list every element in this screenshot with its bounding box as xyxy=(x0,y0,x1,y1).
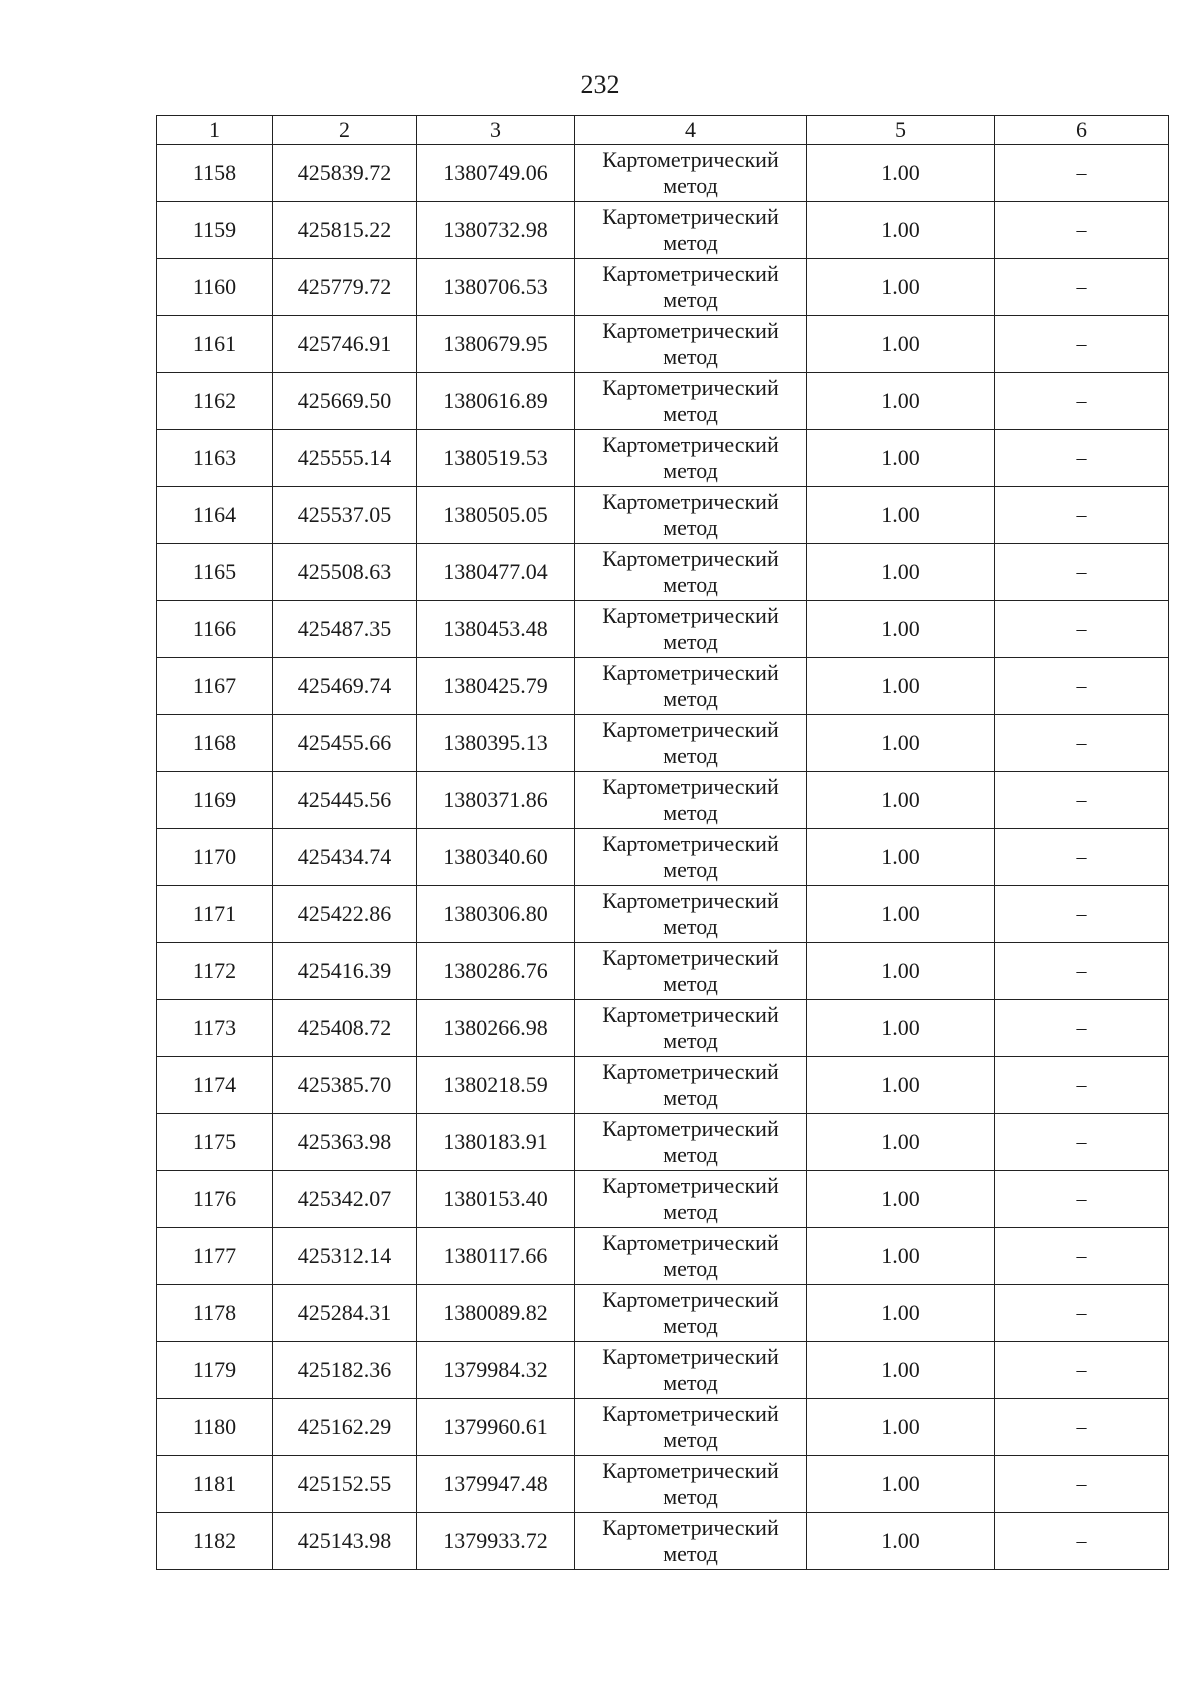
point-number-cell: 1159 xyxy=(157,202,273,259)
note-cell: – xyxy=(995,373,1169,430)
y-coordinate-cell: 1380286.76 xyxy=(417,943,575,1000)
x-coordinate-cell: 425143.98 xyxy=(273,1513,417,1570)
note-cell: – xyxy=(995,544,1169,601)
x-coordinate-cell: 425469.74 xyxy=(273,658,417,715)
y-coordinate-cell: 1380477.04 xyxy=(417,544,575,601)
precision-cell: 1.00 xyxy=(807,1342,995,1399)
y-coordinate-cell: 1380453.48 xyxy=(417,601,575,658)
point-number-cell: 1175 xyxy=(157,1114,273,1171)
y-coordinate-cell: 1379933.72 xyxy=(417,1513,575,1570)
method-cell xyxy=(575,1399,807,1456)
y-coordinate-cell: 1380371.86 xyxy=(417,772,575,829)
point-number-cell: 1176 xyxy=(157,1171,273,1228)
x-coordinate-cell: 425162.29 xyxy=(273,1399,417,1456)
table-row xyxy=(157,1285,1169,1342)
method-line: Картометрический xyxy=(602,204,779,229)
x-coordinate-cell: 425537.05 xyxy=(273,487,417,544)
point-number-cell: 1164 xyxy=(157,487,273,544)
method-line: Картометрический xyxy=(602,1173,779,1198)
method-cell xyxy=(575,772,807,829)
point-number-cell: 1163 xyxy=(157,430,273,487)
header-col-6: 6 xyxy=(995,116,1169,145)
method-line: метод xyxy=(663,1427,718,1452)
note-cell: – xyxy=(995,715,1169,772)
table-row xyxy=(157,1171,1169,1228)
method-line: метод xyxy=(663,515,718,540)
precision-cell: 1.00 xyxy=(807,1171,995,1228)
method-line: Картометрический xyxy=(602,432,779,457)
method-line: метод xyxy=(663,458,718,483)
point-number-cell: 1158 xyxy=(157,145,273,202)
x-coordinate-cell: 425746.91 xyxy=(273,316,417,373)
y-coordinate-cell: 1380505.05 xyxy=(417,487,575,544)
method-line: Картометрический xyxy=(602,831,779,856)
x-coordinate-cell: 425182.36 xyxy=(273,1342,417,1399)
method-cell xyxy=(575,1228,807,1285)
method-line: метод xyxy=(663,800,718,825)
note-cell: – xyxy=(995,886,1169,943)
table-row xyxy=(157,1114,1169,1171)
method-cell xyxy=(575,259,807,316)
method-cell xyxy=(575,316,807,373)
header-row xyxy=(157,116,1169,145)
method-line: метод xyxy=(663,914,718,939)
method-line: метод xyxy=(663,173,718,198)
x-coordinate-cell: 425779.72 xyxy=(273,259,417,316)
x-coordinate-cell: 425445.56 xyxy=(273,772,417,829)
y-coordinate-cell: 1380679.95 xyxy=(417,316,575,373)
method-line: Картометрический xyxy=(602,1116,779,1141)
point-number-cell: 1172 xyxy=(157,943,273,1000)
table-row xyxy=(157,430,1169,487)
x-coordinate-cell: 425385.70 xyxy=(273,1057,417,1114)
note-cell: – xyxy=(995,772,1169,829)
precision-cell: 1.00 xyxy=(807,829,995,886)
note-cell: – xyxy=(995,943,1169,1000)
note-cell: – xyxy=(995,1456,1169,1513)
method-cell xyxy=(575,1000,807,1057)
precision-cell: 1.00 xyxy=(807,1456,995,1513)
point-number-cell: 1165 xyxy=(157,544,273,601)
y-coordinate-cell: 1380732.98 xyxy=(417,202,575,259)
note-cell: – xyxy=(995,601,1169,658)
method-line: Картометрический xyxy=(602,1059,779,1084)
table-row xyxy=(157,316,1169,373)
point-number-cell: 1182 xyxy=(157,1513,273,1570)
method-line: Картометрический xyxy=(602,546,779,571)
y-coordinate-cell: 1380395.13 xyxy=(417,715,575,772)
y-coordinate-cell: 1380089.82 xyxy=(417,1285,575,1342)
method-line: Картометрический xyxy=(602,717,779,742)
note-cell: – xyxy=(995,1342,1169,1399)
table-row xyxy=(157,943,1169,1000)
method-line: метод xyxy=(663,1313,718,1338)
method-line: Картометрический xyxy=(602,375,779,400)
note-cell: – xyxy=(995,1513,1169,1570)
method-cell xyxy=(575,943,807,1000)
note-cell: – xyxy=(995,202,1169,259)
note-cell: – xyxy=(995,430,1169,487)
x-coordinate-cell: 425312.14 xyxy=(273,1228,417,1285)
x-coordinate-cell: 425555.14 xyxy=(273,430,417,487)
table-row xyxy=(157,373,1169,430)
precision-cell: 1.00 xyxy=(807,1399,995,1456)
method-cell xyxy=(575,886,807,943)
method-line: Картометрический xyxy=(602,1515,779,1540)
precision-cell: 1.00 xyxy=(807,259,995,316)
point-number-cell: 1177 xyxy=(157,1228,273,1285)
point-number-cell: 1170 xyxy=(157,829,273,886)
y-coordinate-cell: 1380306.80 xyxy=(417,886,575,943)
method-line: Картометрический xyxy=(602,147,779,172)
point-number-cell: 1181 xyxy=(157,1456,273,1513)
method-cell xyxy=(575,601,807,658)
table-row xyxy=(157,487,1169,544)
table-row xyxy=(157,202,1169,259)
table-row xyxy=(157,1342,1169,1399)
x-coordinate-cell: 425815.22 xyxy=(273,202,417,259)
precision-cell: 1.00 xyxy=(807,430,995,487)
x-coordinate-cell: 425669.50 xyxy=(273,373,417,430)
method-line: метод xyxy=(663,1028,718,1053)
method-line: метод xyxy=(663,1370,718,1395)
method-cell xyxy=(575,829,807,886)
point-number-cell: 1179 xyxy=(157,1342,273,1399)
header-col-2: 2 xyxy=(273,116,417,145)
method-line: метод xyxy=(663,686,718,711)
precision-cell: 1.00 xyxy=(807,1000,995,1057)
method-line: метод xyxy=(663,1541,718,1566)
note-cell: – xyxy=(995,1285,1169,1342)
point-number-cell: 1161 xyxy=(157,316,273,373)
method-line: метод xyxy=(663,572,718,597)
x-coordinate-cell: 425363.98 xyxy=(273,1114,417,1171)
y-coordinate-cell: 1380183.91 xyxy=(417,1114,575,1171)
point-number-cell: 1168 xyxy=(157,715,273,772)
table-row xyxy=(157,1057,1169,1114)
method-line: метод xyxy=(663,1085,718,1110)
table-body xyxy=(157,145,1169,1570)
method-cell xyxy=(575,430,807,487)
point-number-cell: 1178 xyxy=(157,1285,273,1342)
precision-cell: 1.00 xyxy=(807,202,995,259)
y-coordinate-cell: 1380153.40 xyxy=(417,1171,575,1228)
precision-cell: 1.00 xyxy=(807,886,995,943)
method-line: метод xyxy=(663,1484,718,1509)
note-cell: – xyxy=(995,145,1169,202)
note-cell: – xyxy=(995,1057,1169,1114)
method-line: метод xyxy=(663,629,718,654)
precision-cell: 1.00 xyxy=(807,601,995,658)
precision-cell: 1.00 xyxy=(807,373,995,430)
method-line: метод xyxy=(663,857,718,882)
method-line: метод xyxy=(663,743,718,768)
x-coordinate-cell: 425152.55 xyxy=(273,1456,417,1513)
y-coordinate-cell: 1380616.89 xyxy=(417,373,575,430)
method-line: Картометрический xyxy=(602,1344,779,1369)
point-number-cell: 1180 xyxy=(157,1399,273,1456)
point-number-cell: 1167 xyxy=(157,658,273,715)
x-coordinate-cell: 425284.31 xyxy=(273,1285,417,1342)
precision-cell: 1.00 xyxy=(807,1057,995,1114)
precision-cell: 1.00 xyxy=(807,772,995,829)
precision-cell: 1.00 xyxy=(807,544,995,601)
table-row xyxy=(157,715,1169,772)
point-number-cell: 1169 xyxy=(157,772,273,829)
precision-cell: 1.00 xyxy=(807,943,995,1000)
method-cell xyxy=(575,487,807,544)
method-cell xyxy=(575,1285,807,1342)
y-coordinate-cell: 1379984.32 xyxy=(417,1342,575,1399)
method-cell xyxy=(575,1513,807,1570)
x-coordinate-cell: 425508.63 xyxy=(273,544,417,601)
precision-cell: 1.00 xyxy=(807,1228,995,1285)
precision-cell: 1.00 xyxy=(807,316,995,373)
y-coordinate-cell: 1380749.06 xyxy=(417,145,575,202)
precision-cell: 1.00 xyxy=(807,715,995,772)
x-coordinate-cell: 425408.72 xyxy=(273,1000,417,1057)
note-cell: – xyxy=(995,316,1169,373)
method-cell xyxy=(575,544,807,601)
method-line: Картометрический xyxy=(602,945,779,970)
precision-cell: 1.00 xyxy=(807,487,995,544)
table-row xyxy=(157,1228,1169,1285)
table-row xyxy=(157,1456,1169,1513)
method-cell xyxy=(575,658,807,715)
method-line: Картометрический xyxy=(602,1401,779,1426)
method-line: метод xyxy=(663,1142,718,1167)
method-line: Картометрический xyxy=(602,774,779,799)
method-line: метод xyxy=(663,971,718,996)
method-cell xyxy=(575,373,807,430)
method-cell xyxy=(575,1456,807,1513)
precision-cell: 1.00 xyxy=(807,658,995,715)
method-line: метод xyxy=(663,287,718,312)
table-row xyxy=(157,886,1169,943)
x-coordinate-cell: 425455.66 xyxy=(273,715,417,772)
table-row xyxy=(157,1000,1169,1057)
header-col-4: 4 xyxy=(575,116,807,145)
note-cell: – xyxy=(995,259,1169,316)
point-number-cell: 1173 xyxy=(157,1000,273,1057)
method-line: Картометрический xyxy=(602,660,779,685)
x-coordinate-cell: 425487.35 xyxy=(273,601,417,658)
table-row xyxy=(157,145,1169,202)
method-cell xyxy=(575,1342,807,1399)
table-row xyxy=(157,1513,1169,1570)
coordinates-table xyxy=(156,115,1169,1570)
method-cell xyxy=(575,1057,807,1114)
method-cell xyxy=(575,202,807,259)
method-cell xyxy=(575,1114,807,1171)
y-coordinate-cell: 1380425.79 xyxy=(417,658,575,715)
method-line: Картометрический xyxy=(602,1002,779,1027)
point-number-cell: 1162 xyxy=(157,373,273,430)
method-line: метод xyxy=(663,230,718,255)
method-cell xyxy=(575,1171,807,1228)
note-cell: – xyxy=(995,1000,1169,1057)
precision-cell: 1.00 xyxy=(807,145,995,202)
point-number-cell: 1166 xyxy=(157,601,273,658)
x-coordinate-cell: 425434.74 xyxy=(273,829,417,886)
method-cell xyxy=(575,145,807,202)
method-line: Картометрический xyxy=(602,888,779,913)
note-cell: – xyxy=(995,1228,1169,1285)
table-row xyxy=(157,1399,1169,1456)
method-line: Картометрический xyxy=(602,603,779,628)
note-cell: – xyxy=(995,829,1169,886)
y-coordinate-cell: 1380706.53 xyxy=(417,259,575,316)
method-line: Картометрический xyxy=(602,1230,779,1255)
table-row xyxy=(157,772,1169,829)
y-coordinate-cell: 1379960.61 xyxy=(417,1399,575,1456)
note-cell: – xyxy=(995,1114,1169,1171)
x-coordinate-cell: 425342.07 xyxy=(273,1171,417,1228)
method-line: Картометрический xyxy=(602,1458,779,1483)
method-line: метод xyxy=(663,344,718,369)
method-line: метод xyxy=(663,401,718,426)
method-line: метод xyxy=(663,1256,718,1281)
header-col-1: 1 xyxy=(157,116,273,145)
method-cell xyxy=(575,715,807,772)
note-cell: – xyxy=(995,658,1169,715)
method-line: метод xyxy=(663,1199,718,1224)
note-cell: – xyxy=(995,1171,1169,1228)
x-coordinate-cell: 425422.86 xyxy=(273,886,417,943)
table-row xyxy=(157,544,1169,601)
y-coordinate-cell: 1380218.59 xyxy=(417,1057,575,1114)
point-number-cell: 1174 xyxy=(157,1057,273,1114)
header-col-5: 5 xyxy=(807,116,995,145)
precision-cell: 1.00 xyxy=(807,1285,995,1342)
precision-cell: 1.00 xyxy=(807,1114,995,1171)
method-line: Картометрический xyxy=(602,318,779,343)
note-cell: – xyxy=(995,1399,1169,1456)
note-cell: – xyxy=(995,487,1169,544)
table-row xyxy=(157,259,1169,316)
y-coordinate-cell: 1380117.66 xyxy=(417,1228,575,1285)
method-line: Картометрический xyxy=(602,261,779,286)
y-coordinate-cell: 1380519.53 xyxy=(417,430,575,487)
y-coordinate-cell: 1380340.60 xyxy=(417,829,575,886)
x-coordinate-cell: 425416.39 xyxy=(273,943,417,1000)
method-line: Картометрический xyxy=(602,1287,779,1312)
table-row xyxy=(157,601,1169,658)
point-number-cell: 1171 xyxy=(157,886,273,943)
table-row xyxy=(157,829,1169,886)
header-col-3: 3 xyxy=(417,116,575,145)
page-number: 232 xyxy=(580,70,620,99)
y-coordinate-cell: 1380266.98 xyxy=(417,1000,575,1057)
y-coordinate-cell: 1379947.48 xyxy=(417,1456,575,1513)
method-line: Картометрический xyxy=(602,489,779,514)
precision-cell: 1.00 xyxy=(807,1513,995,1570)
point-number-cell: 1160 xyxy=(157,259,273,316)
table-row xyxy=(157,658,1169,715)
x-coordinate-cell: 425839.72 xyxy=(273,145,417,202)
